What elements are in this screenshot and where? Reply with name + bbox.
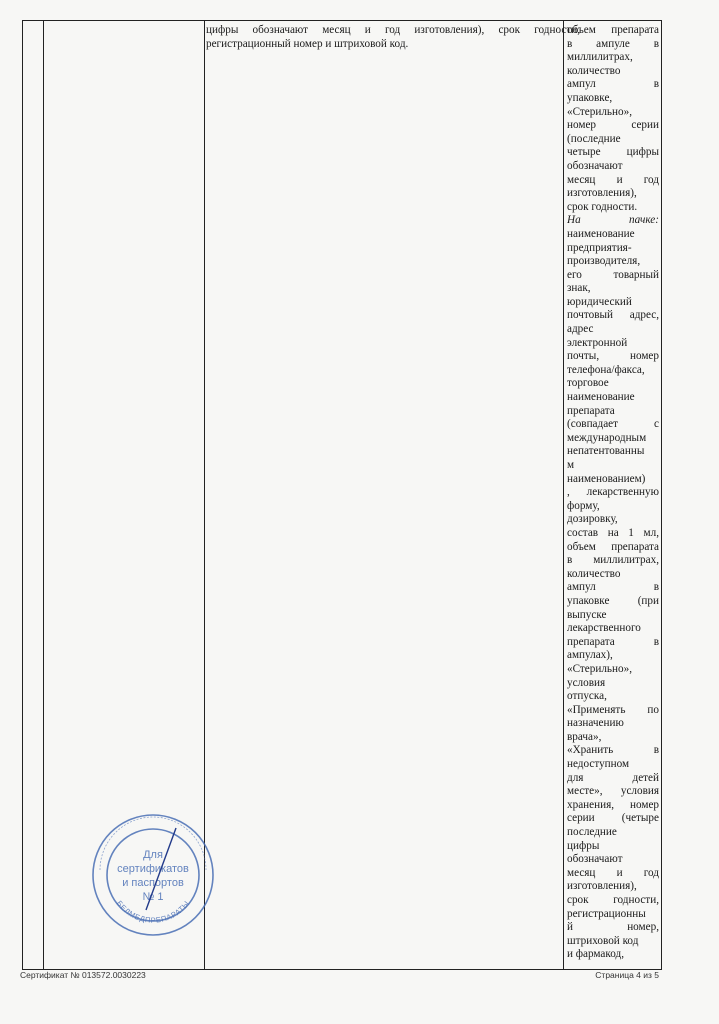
right-column-line: месте», условия (567, 785, 659, 798)
right-column-line: миллилитрах, (567, 51, 633, 64)
right-column-line: (совпадает с (567, 418, 659, 431)
right-column-line: «Стерильно», (567, 105, 632, 118)
right-column-line: срок годности. (567, 200, 638, 213)
right-column-line: для детей (567, 771, 659, 784)
right-column-line: отпуска, (567, 690, 607, 703)
right-column-line: На пачке: (567, 214, 659, 227)
right-column-line: «Хранить в (567, 744, 659, 757)
right-column-line: количество (567, 64, 621, 77)
stamp-text-line-4: № 1 (142, 891, 164, 903)
right-column-line: цифры (567, 839, 600, 852)
right-column-line: производителя, (567, 255, 641, 268)
right-column-line: м (567, 459, 575, 471)
right-column-line: наименованием) (567, 472, 646, 485)
stamp-bottom-text: БЕЛМЕДПРЕПАРАТЫ (114, 898, 192, 925)
right-column-line: объем препарата (567, 24, 659, 36)
right-column-line: (последние (567, 132, 621, 145)
right-column-line: упаковке (при (567, 594, 659, 607)
right-column-line: лекарственного (567, 622, 641, 635)
column-border-4 (563, 20, 564, 970)
right-column-text (567, 24, 659, 962)
column-border-1 (22, 20, 23, 970)
right-column-line: дозировку, (567, 513, 618, 526)
right-column-line: количество (567, 567, 621, 580)
right-column-line: объем препарата (567, 540, 659, 553)
right-column-line: электронной (567, 336, 628, 349)
right-column-line: , лекарственную (567, 486, 659, 499)
page-number: Страница 4 из 5 (595, 970, 659, 980)
right-column-line: месяц и год (567, 866, 659, 879)
right-column-line: в миллилитрах, (567, 554, 659, 567)
right-column-line: обозначают (567, 159, 623, 172)
right-column-line: предприятия- (567, 241, 632, 254)
right-column-line: й номер, (567, 921, 659, 934)
right-column-line: международным (567, 431, 647, 444)
right-column-line: форму, (567, 499, 600, 512)
stamp-seal (88, 810, 218, 940)
right-column-line: врача», (567, 730, 602, 743)
right-column-line: телефона/факса, (567, 363, 645, 376)
right-column-line: наименование (567, 227, 635, 240)
right-column-line: ампулах), (567, 649, 613, 662)
right-column-line: «Применять по (567, 703, 659, 716)
right-column-line: наименование (567, 391, 635, 404)
right-column-line: «Стерильно», (567, 662, 632, 675)
right-column-line: изготовления), (567, 880, 637, 893)
right-column-line: юридический (567, 295, 632, 308)
column-border-2 (43, 20, 44, 970)
right-column-line: ампул в (567, 78, 659, 91)
right-column-line: месяц и год (567, 173, 659, 186)
column-border-5 (661, 20, 662, 970)
stamp-text-line-2: сертификатов (117, 863, 189, 875)
right-column-line: препарата в (567, 635, 659, 648)
right-column-line: срок годности, (567, 894, 659, 906)
right-column-line: хранения, номер (567, 798, 659, 811)
right-column-line: непатентованны (567, 445, 645, 458)
stamp-text-line-1: Для (143, 849, 163, 861)
table-top-border (22, 20, 662, 21)
right-column-line: торговое (567, 377, 609, 390)
right-column-line: обозначают (567, 853, 623, 866)
right-column-line: изготовления), (567, 187, 637, 200)
right-column-line: регистрационны (567, 907, 646, 920)
right-column-line: состав на 1 мл, (567, 526, 659, 539)
right-column-line: упаковке, (567, 91, 613, 104)
right-column-line: почты, номер (567, 350, 659, 363)
certificate-number: Сертификат № 013572.0030223 (20, 970, 146, 980)
stamp-text-line-3: и паспортов (122, 877, 184, 889)
right-column-line: последние (567, 826, 617, 839)
right-column-line: серии (четыре (567, 812, 659, 825)
right-column-line: и фармакод, (567, 948, 625, 961)
right-column-line: назначению (567, 717, 624, 730)
right-column-line: четыре цифры (567, 146, 659, 159)
right-column-line: ампул в (567, 581, 659, 594)
right-column-line: препарата (567, 404, 615, 417)
right-column-line: штриховой код (567, 934, 639, 947)
right-column-line: почтовый адрес, (567, 309, 659, 322)
right-column-line: знак, (567, 282, 591, 295)
right-column-line: условия (567, 676, 606, 689)
right-column-line: адрес (567, 323, 594, 336)
middle-column-text: цифры обозначают месяц и год изготовления), срок годности, регистрационный номер и штриховой код. (206, 24, 580, 50)
right-column-line: недоступном (567, 758, 630, 771)
right-column-line: номер серии (567, 119, 659, 132)
right-column-line: его товарный (567, 268, 659, 281)
right-column-line: в ампуле в (567, 37, 659, 50)
right-column-line: выпуске (567, 608, 607, 621)
